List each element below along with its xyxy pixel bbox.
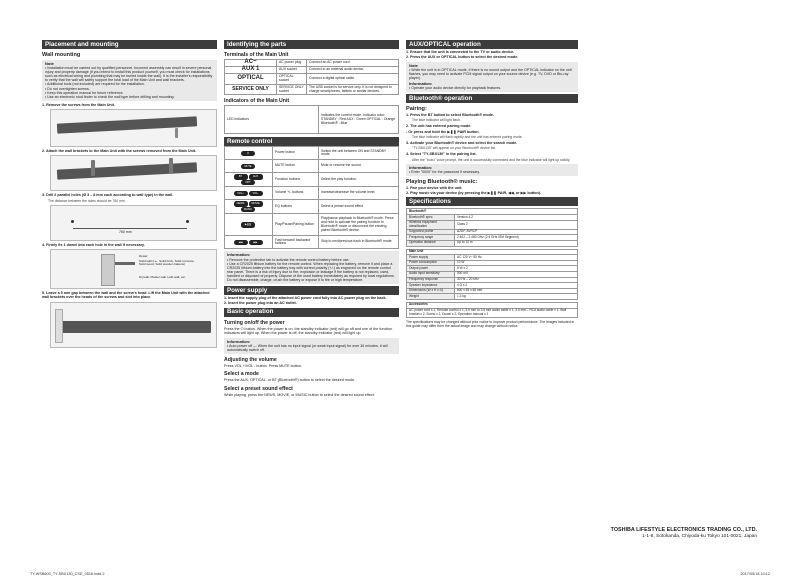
- footer-file-info: TY-WSB600_TY-SBX130_CSE_0516.indd 2: [30, 572, 105, 576]
- remote-info-box: [224, 251, 399, 284]
- pair-step: 3. Activate your Bluetooth® device and select the search mode.: [406, 141, 518, 146]
- note-line: • Use an electronic stud finder to check the wall type before drilling and mounting.: [45, 94, 175, 99]
- info-line: • Operate your audio device directly for playback features.: [409, 86, 502, 91]
- section-header-bluetooth: Bluetooth® operation: [406, 94, 578, 103]
- table-row: Frequency response 40 Hz – 20 kHz: [407, 277, 578, 283]
- info-title: Information:: [409, 80, 433, 86]
- table-row: Operation distance Up to 10 m: [407, 240, 578, 246]
- section-header-remote: Remote control: [224, 137, 399, 146]
- solid-wall-label: Solid wall (i.e., Solid brick, Solid concrete, Solid wood, Solid wooden battens): [139, 259, 195, 267]
- pair-step-desc: "TY-SBX130" will appear on your Bluetooth® device list.: [412, 146, 496, 151]
- bt-key: BT: [234, 174, 248, 180]
- rewind-icon: ◀◀: [234, 240, 248, 246]
- pair-step: 4. Select "TY-SBX130" in the pairing list.: [406, 152, 477, 157]
- main-spec-table: [406, 249, 578, 300]
- table-row: Frequency range 2.402 – 2.480 GHz (2.4 GHz ISM Segment): [407, 235, 578, 241]
- vol-down-key: VOL-: [249, 191, 263, 197]
- table-row: Wireless equipment classification Class 2: [407, 220, 578, 229]
- step-5: 5. Leave a 5 mm gap between the wall and the screw's head. Lift the Main Unit with the attached wall brackets over the heads of the screws and slot into place.: [42, 291, 210, 300]
- note-title: Note: [45, 61, 54, 66]
- drywall-label: Drywall, Plaster wall, Lath wall, etc.: [139, 275, 186, 280]
- accessories-table: [406, 302, 578, 318]
- play-pause-icon: ▶❚❚: [241, 222, 255, 228]
- info-line: • Use a CR2025 lithium battery for the remote control. When replacing the battery, remove it and place a CR2025 lithium battery into the battery tray with correct polarity (+/-) as engraved on the remote control rear panel. There is a risk of injury due to fire, explosion or leakage if the battery is not replaced, used, handled or disposed of properly. Dispose of the used battery immediately as required by local regulations. Do not disassemble, charge, crush the battery or expose it to fire or high temperature.: [227, 261, 395, 282]
- step-2: 2. Attach the wall brackets to the Main Unit with the screws removed from the Main Unit.: [42, 149, 197, 154]
- terminals-table: [224, 59, 399, 95]
- playing-title: Playing Bluetooth® music:: [406, 178, 478, 185]
- dowel-label: Dowel: [139, 254, 148, 259]
- section-header-parts: Identifying the parts: [224, 40, 399, 49]
- info-line: • Auto power off — When the unit has no input signal (or weak input signal) for over 36 minutes, it will automatically switch off.: [227, 343, 388, 352]
- eq-title: Select a preset sound effect: [224, 385, 293, 392]
- step-3: 3. Drill 2 parallel holes (Ø 3 – 8 mm each according to wall type) in the wall.: [42, 193, 174, 198]
- auto-off-info: [224, 338, 399, 354]
- step-1: 1. Remove the screws from the Main Unit.: [42, 102, 115, 107]
- table-row: SERVICE ONLY SERVICE ONLY socket The USB socket is for service only. It is not designed to charge smartphones, tablets or similar devices.: [225, 84, 399, 95]
- note-title: Note: [409, 62, 418, 68]
- step-3-desc: The distance between the holes should be 760 mm.: [48, 198, 126, 203]
- pairing-title: Pairing:: [406, 106, 427, 113]
- note-line: • Keep this operation manual for future reference.: [45, 90, 124, 95]
- table-row: AC~ AC power plug Connect an AC power cord.: [225, 60, 399, 67]
- bluetooth-spec-table: [406, 208, 578, 246]
- password-info: [406, 164, 578, 176]
- eq-text: While playing, press the NEWS, MOVIE, or MUSIC button to select the desired sound effect.: [224, 392, 375, 397]
- illustration-dowel: [50, 249, 217, 289]
- indicators-title: Indicators of the Main Unit: [224, 98, 290, 105]
- terminals-title: Terminals of the Main Unit: [224, 52, 289, 58]
- opt-key: OPT: [241, 180, 255, 186]
- table-row: Supported profile A2DP, AVRCP: [407, 229, 578, 235]
- info-title: Information:: [227, 252, 251, 258]
- disclaimer: The specifications may be changed without prior notice to improve product performance. The images included in this guide may differ from the actual image and may change without notice.: [406, 319, 575, 328]
- table-row: MUTE MUTE button Mute or resume the sound.: [225, 160, 399, 173]
- table-row: Dimensions (W x H x D) 800 x 65 x 65 mm: [407, 288, 578, 294]
- table-row: AC power cord x 1, Remote control x 1, 3.5 mm to 3.5 mm audio cable x 1, 3.5 mm – RCA audio cable x 1, Wall bracket x 2, Screw x 2, Dowel x 2, Operation manual x 1: [407, 308, 578, 317]
- illustration-remove-screws: [50, 109, 217, 147]
- power-step-1: 1. Insert the supply plug of the attached AC power cord fully into AC power plug on the back.: [224, 296, 387, 301]
- mode-title: Select a mode: [224, 371, 259, 378]
- illustration-attach-brackets: [50, 155, 217, 191]
- table-row: VOL+ VOL- Volume +/- buttons Increase/decrease the volume level.: [225, 187, 399, 200]
- pair-step-desc: The blue indicator will flash rapidly and the unit has entered pairing mode.: [412, 135, 523, 140]
- table-row: Output power 8 W x 2: [407, 266, 578, 272]
- table-row: ⏻ Power button Switch the unit between ON and STANDBY mode.: [225, 147, 399, 160]
- music-key: MUSIC: [241, 207, 255, 213]
- footer-timestamp: 2017/05/18 10:12: [740, 572, 770, 576]
- note-line: • Do not overtighten screws.: [45, 86, 90, 91]
- play-step: 1. Pair your device with the unit.: [406, 185, 463, 190]
- pair-step: 2. The unit has entered pairing mode.: [406, 124, 472, 129]
- table-row: Power supply AC 120 V~ 50 Hz: [407, 255, 578, 261]
- pair-step-desc: The blue indicator will light flash.: [412, 118, 461, 123]
- pair-step-desc: After the "bubu" voice prompt, the unit is successfully connected and the blue indicator will light up solidly.: [412, 157, 571, 162]
- note-line: • Additional tools (not included) are required for the installation.: [45, 82, 145, 87]
- spec-group-title: Bluetooth®: [407, 209, 578, 215]
- column-placement: [42, 40, 217, 350]
- aux-step-1: 1. Ensure that the unit is connected to the TV or audio device.: [406, 50, 515, 54]
- note-line: • While the unit is in OPTICAL mode, if there is no sound output and the OPTICAL indicator on the unit flashes, you may need to activate PCM signal output on your source device (e.g. TV, DVD or Blu-ray player).: [409, 67, 572, 80]
- section-header-placement: Placement and mounting: [42, 40, 217, 49]
- spec-group-title: Accessories: [407, 302, 578, 308]
- aux-note: [406, 62, 578, 93]
- remote-table: [224, 146, 399, 249]
- illustration-mount-unit: [50, 302, 217, 348]
- info-title: Information:: [227, 338, 251, 344]
- aux-key: AUX: [249, 174, 263, 180]
- indicators-table: [224, 105, 399, 134]
- table-row: Weight 1.3 kg: [407, 294, 578, 300]
- news-key: NEWS: [234, 201, 248, 207]
- table-row: Power consumption 10 W: [407, 260, 578, 266]
- table-row: LED indicators Indicates the current mode. Indicator color: STANDBY : Red AUX : Green OPTICAL : Orange Bluetooth® : Blue: [225, 106, 399, 134]
- power-icon: ⏻: [241, 151, 255, 157]
- volume-text: Press VOL +/VOL - button. Press MUTE button.: [224, 363, 302, 368]
- mode-text: Press the AUX, OPTICAL, or BT (Bluetooth®) button to select the desired mode.: [224, 378, 356, 383]
- table-row: Audio input sensitivity 500 mV: [407, 271, 578, 277]
- table-row: Speaker impedance 4 Ω x 2: [407, 283, 578, 289]
- illustration-drill-holes: [50, 205, 217, 241]
- table-row: Bluetooth® spec. Version 4.2: [407, 215, 578, 221]
- step-4: 4. Firmly fix 1 dowel into each hole in the wall if necessary.: [42, 242, 145, 247]
- volume-title: Adjusting the volume: [224, 356, 277, 363]
- info-line: • Remove the protective tab to activate the remote control battery before use.: [227, 257, 350, 262]
- spec-group-title: Main Unit: [407, 249, 578, 255]
- pair-step: - Or press and hold the ▶❚❚ PAIR button.: [406, 129, 480, 134]
- play-step: 2. Play music via your device (by pressing the ▶❚❚ PAIR, ◀◀, or ▶▶ button).: [406, 191, 542, 196]
- note-line: • Installation must be carried out by qualified personnel. Incorrect assembly can result in severe personal injury and property damage (if you intend to install this product yourself, you must check for installations such as electrical wiring and plumbing that may be buried inside the wall). It is the installer's responsibility to verify that the wall will safely support the total load of the Main Unit and wall brackets.: [45, 66, 213, 83]
- mute-key: MUTE: [241, 164, 255, 170]
- table-row: ◀◀ ▶▶ Fast forward/ backward buttons Skip to next/previous track in Bluetooth® mode.: [225, 236, 399, 249]
- section-header-power: Power supply: [224, 286, 399, 295]
- table-row: ▶❚❚ Play/Pause/Pairing button Play/pause playback in Bluetooth® mode. Press and hold to activate the pairing function in Bluetooth® mode or disconnect the existing paired Bluetooth® device.: [225, 214, 399, 236]
- table-row: NEWS MOVIEMUSIC EQ buttons Select a preset sound effect.: [225, 200, 399, 214]
- column-parts: [224, 40, 399, 397]
- table-row: OPTICAL OPTICAL socket Connect a digital optical cable.: [225, 73, 399, 84]
- turn-text: Press the ⏻ button. When the power is on, the standby indicator (red) will go off and one of the function indicators will light up. When the power is off, the standby indicator (red) will light up.: [224, 326, 393, 336]
- company-name: TOSHIBA LIFESTYLE ELECTRONICS TRADING CO., LTD.: [610, 527, 757, 533]
- company-address: 1-1-8, Sotokanda, Chiyoda-ku Tokyo 101-0021, Japan: [642, 534, 757, 539]
- note-box: [42, 60, 217, 101]
- column-operation: [406, 40, 578, 328]
- wall-mounting-title: Wall mounting: [42, 52, 81, 58]
- pair-step: 1. Press the BT button to select Bluetooth® mode.: [406, 113, 494, 118]
- dimension-label: 760 mm: [119, 229, 132, 234]
- aux-step-2: 2. Press the AUX or OPTICAL button to select the desired mode.: [406, 55, 519, 60]
- movie-key: MOVIE: [249, 201, 263, 207]
- section-header-aux: AUX/OPTICAL operation: [406, 40, 578, 49]
- turn-title: Turning on/off the power: [224, 319, 285, 326]
- vol-up-key: VOL+: [234, 191, 248, 197]
- section-header-basic: Basic operation: [224, 308, 399, 317]
- power-step-2: 2. Insert the power plug into an AC outlet.: [224, 301, 297, 306]
- table-row: AUX 1 AUX socket Connect to an external audio device.: [225, 66, 399, 73]
- table-row: BT AUXOPT Function buttons Select the play function.: [225, 173, 399, 187]
- info-title: Information:: [409, 164, 433, 170]
- section-header-specs: Specifications: [406, 197, 578, 206]
- info-line: • Enter "0000" for the password if necessary.: [409, 169, 480, 174]
- fast-forward-icon: ▶▶: [249, 240, 263, 246]
